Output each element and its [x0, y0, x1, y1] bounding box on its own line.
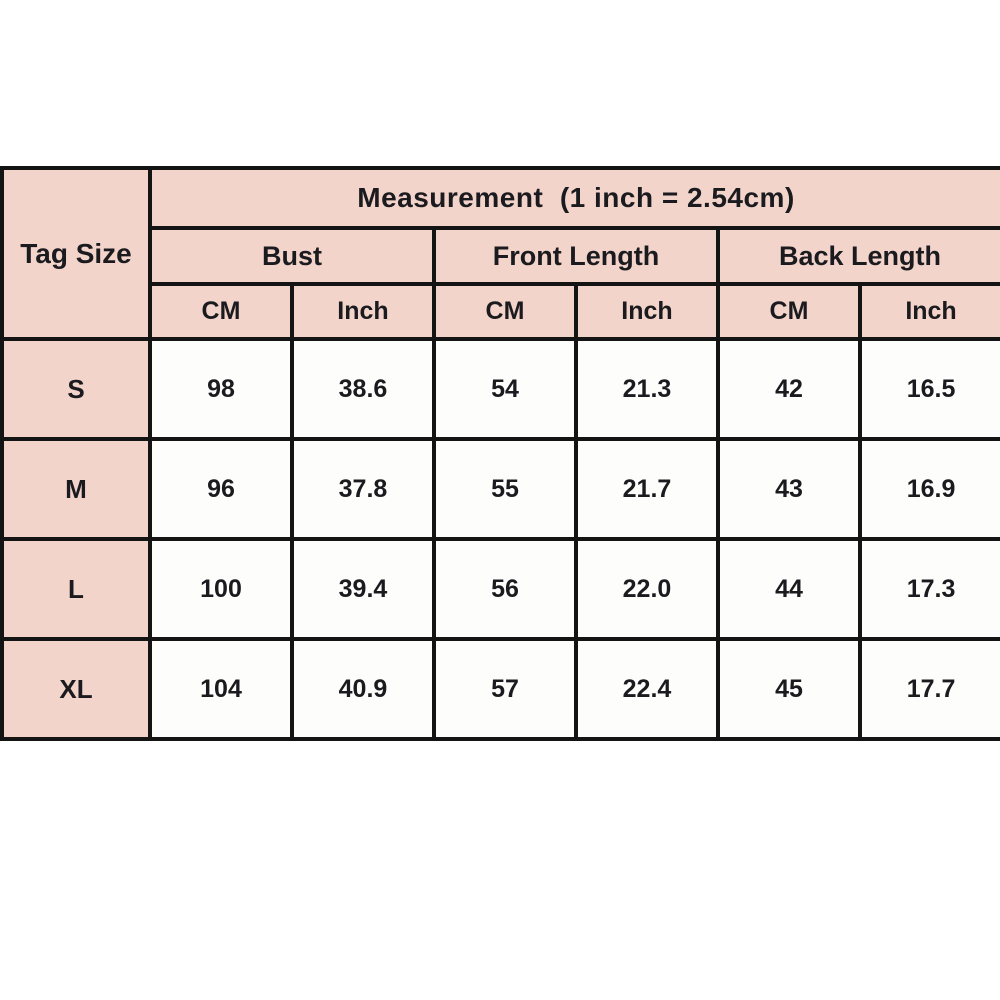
value-cell: 21.3 — [576, 339, 718, 439]
unit-header-back-cm: CM — [718, 284, 860, 339]
value-cell: 100 — [150, 539, 292, 639]
size-label-m: M — [2, 439, 150, 539]
tag-size-header-cell: Tag Size — [2, 168, 150, 339]
value-cell: 44 — [718, 539, 860, 639]
value-cell: 17.3 — [860, 539, 1000, 639]
table-row-s — [2, 339, 1000, 439]
value-cell: 40.9 — [292, 639, 434, 739]
value-cell: 98 — [150, 339, 292, 439]
unit-header-front-inch: Inch — [576, 284, 718, 339]
group-header-bust: Bust — [150, 228, 434, 284]
size-chart-table — [0, 166, 1000, 741]
table-row-xl — [2, 639, 1000, 739]
table-row-l — [2, 539, 1000, 639]
value-cell: 96 — [150, 439, 292, 539]
size-label-l: L — [2, 539, 150, 639]
unit-header-back-inch: Inch — [860, 284, 1000, 339]
value-cell: 37.8 — [292, 439, 434, 539]
value-cell: 45 — [718, 639, 860, 739]
unit-header-bust-inch: Inch — [292, 284, 434, 339]
value-cell: 22.0 — [576, 539, 718, 639]
value-cell: 55 — [434, 439, 576, 539]
value-cell: 16.5 — [860, 339, 1000, 439]
value-cell: 21.7 — [576, 439, 718, 539]
unit-header-front-cm: CM — [434, 284, 576, 339]
value-cell: 39.4 — [292, 539, 434, 639]
value-cell: 56 — [434, 539, 576, 639]
group-header-front-length: Front Length — [434, 228, 718, 284]
value-cell: 42 — [718, 339, 860, 439]
unit-header-bust-cm: CM — [150, 284, 292, 339]
table-row-m — [2, 439, 1000, 539]
value-cell: 54 — [434, 339, 576, 439]
value-cell: 16.9 — [860, 439, 1000, 539]
value-cell: 57 — [434, 639, 576, 739]
value-cell: 104 — [150, 639, 292, 739]
group-header-back-length: Back Length — [718, 228, 1000, 284]
value-cell: 17.7 — [860, 639, 1000, 739]
value-cell: 22.4 — [576, 639, 718, 739]
value-cell: 43 — [718, 439, 860, 539]
value-cell: 38.6 — [292, 339, 434, 439]
size-label-s: S — [2, 339, 150, 439]
measurement-header-cell: Measurement (1 inch = 2.54cm) — [150, 168, 1000, 228]
size-label-xl: XL — [2, 639, 150, 739]
